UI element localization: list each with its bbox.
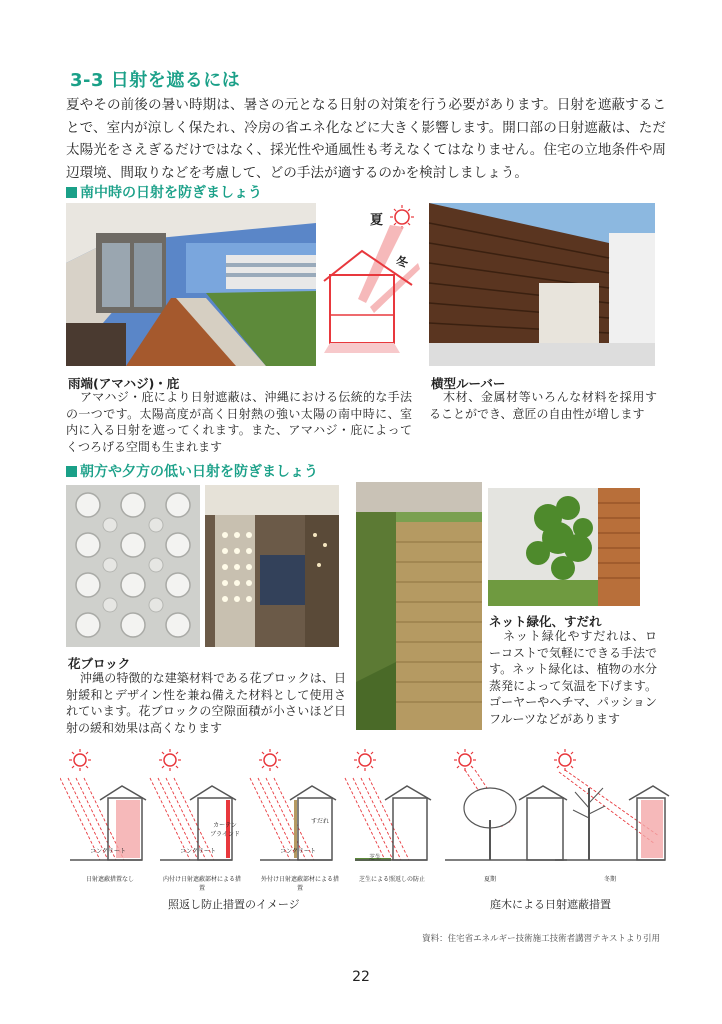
hanablock-interior-photo [205, 485, 339, 647]
group2-caption: 庭木による日射遮蔽措置 [490, 898, 611, 911]
amahaji-text: アマハジ・庇により日射遮蔽は、沖縄における伝統的な手法の一つです。太陽高度が高く日射熱の強い太陽の南中時に、室内に入る日射を遮ってくれます。また、アマハジ・庇によってくつろげる空間も生まれます [66, 390, 412, 454]
amahaji-title: 雨端(アマハジ)・庇 [68, 376, 180, 391]
subsection-heading-2 [66, 461, 318, 481]
intro-paragraph: 夏やその前後の暑い時期は、暑さの元となる日射の対策を行う必要があります。日射を遮蔽することで、室内が涼しく保たれ、冷房の省エネ化などに大きく影響します。開口部の日射遮蔽は、ただ太陽光をさえぎるだけではなく、採光性や通風性も考えなくてはなりません。住宅の立地条件や周辺環境、間取りなどを考慮して、どの手法が適するのかを検討しましょう。 [66, 97, 666, 181]
hanablock-title: 花ブロック [68, 656, 131, 671]
panel-extra-3: すだれ [310, 818, 329, 825]
subsection-heading-2-text: 朝方や夕方の低い日射を防ぎましょう [80, 464, 318, 480]
sudare-photo [356, 482, 482, 730]
panel-inner-4: 芝生 [368, 854, 381, 861]
panel-caption-4: 芝生による照返しの防止 [358, 876, 425, 883]
eaves-sun-diagram [320, 203, 424, 366]
louver-title: 横型ルーバー [431, 376, 506, 391]
net-title: ネット緑化、すだれ [489, 614, 602, 629]
section-title: 3-3 日射を遮るには [70, 70, 241, 91]
hanablock-text: 沖縄の特徴的な建築材料である花ブロックは、日射緩和とデザイン性を兼ね備えた材料として使用されています。花ブロックの空隙面積が小さいほど日射の緩和効果は高くなります [66, 671, 346, 735]
group1-caption: 照返し防止措置のイメージ [168, 898, 300, 911]
green-net-photo [488, 488, 640, 606]
subsection-heading-1-text: 南中時の日射を防ぎましょう [80, 185, 262, 201]
panel-inner-3: コンクリート [280, 848, 316, 855]
veranda-photo [66, 203, 316, 366]
hanablock-photo [66, 485, 200, 647]
source-note: 資料：住宅省エネルギー技術施工技術者講習テキストより引用 [422, 934, 660, 944]
page-number: 22 [352, 969, 370, 985]
panel-caption-5: 夏期 [483, 876, 496, 883]
panel-extra-2: カーテン ブラインド [210, 822, 240, 838]
net-text: ネット緑化やすだれは、ローコストで気軽にできる手法です。ネット緑化は、植物の水分蒸発によって気温を下げます。ゴーヤーやヘチマ、パッションフルーツなどがあります [489, 629, 658, 726]
panel-caption-6: 冬期 [603, 876, 616, 883]
winter-label: 冬 [396, 255, 409, 269]
shading-diagrams [60, 748, 670, 898]
summer-label: 夏 [370, 213, 384, 228]
panel-caption-3: 外付け日射遮蔽部材による措置 [260, 876, 339, 892]
panel-caption-2: 内付け日射遮蔽部材による措置 [162, 876, 241, 892]
louver-photo [429, 203, 655, 366]
panel-caption-1: 日射遮蔽措置なし [85, 876, 134, 883]
subsection-heading-1 [66, 182, 262, 202]
square-bullet-icon [66, 187, 77, 198]
louver-text: 木材、金属材等いろんな材料を採用することができ、意匠の自由性が増します [429, 390, 657, 421]
square-bullet-icon [66, 466, 77, 477]
panel-inner-1: コンクリート [90, 848, 126, 855]
panel-inner-2: コンクリート [180, 848, 216, 855]
